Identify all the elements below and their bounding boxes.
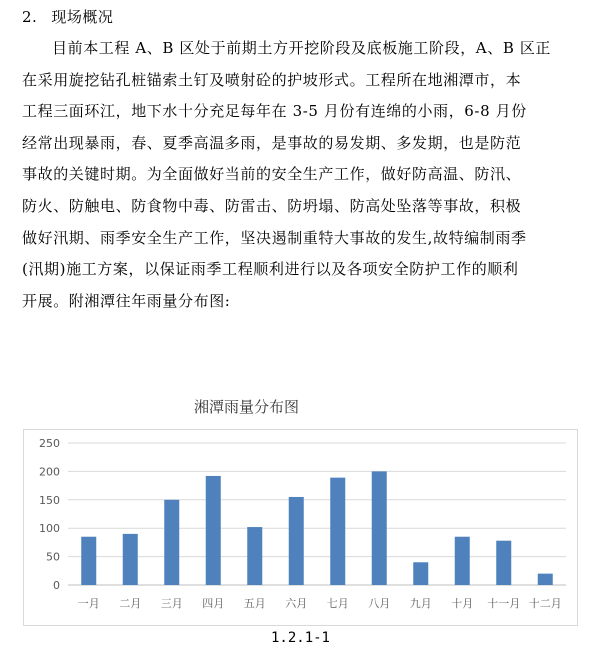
bar [372,471,387,585]
x-tick-label: 十二月 [528,597,562,610]
x-tick-label: 六月 [285,597,308,610]
body-paragraph [22,33,578,317]
section-title: 现场概况 [51,8,114,26]
section-number: 2. [22,8,38,26]
x-tick-label: 七月 [326,597,349,610]
paragraph-line: 事故的关键时期。为全面做好当前的安全生产工作，做好防高温、防汛、 [22,165,522,184]
paragraph-line: 做好汛期、雨季安全生产工作，坚决遏制重特大事故的发生,故特编制雨季 [22,228,527,247]
x-tick-label: 十一月 [487,597,521,610]
bar [413,562,428,585]
y-tick-label: 250 [39,437,60,450]
x-tick-label: 二月 [119,597,142,610]
y-tick-label: 100 [39,522,60,536]
x-tick-label: 五月 [243,597,266,610]
bar [496,541,511,585]
chart-title-row [0,396,601,417]
paragraph-line: 经常出现暴雨，春、夏季高温多雨，是事故的易发期、多发期，也是防范 [22,133,522,152]
x-tick-label: 一月 [77,597,100,610]
rainfall-chart [23,429,578,626]
bar [81,537,96,585]
y-tick-label: 150 [39,493,60,507]
chart-plot [24,430,577,625]
bar [330,478,345,585]
chart-title: 湘潭雨量分布图 [193,398,299,416]
x-tick-label: 十月 [451,597,474,610]
y-tick-label: 50 [46,550,60,564]
x-tick-label: 八月 [368,597,391,610]
bar [123,534,138,585]
bar [538,574,553,585]
bar [455,537,470,585]
paragraph-line: 工程三面环江，地下水十分充足每年在 3-5 月份有连绵的小雨，6-8 月份 [22,102,527,121]
y-tick-label: 0 [53,579,60,592]
bar [206,476,221,585]
paragraph-line: 防火、防触电、防食物中毒、防雷击、防坍塌、防高处坠落等事故，积极 [22,196,522,215]
figure-caption: 1.2.1-1 [270,630,330,646]
bar [247,527,262,585]
x-tick-label: 三月 [160,597,183,610]
paragraph-line: 开展。附湘潭往年雨量分布图: [22,291,231,310]
paragraph-line: 目前本工程 A、B 区处于前期土方开挖阶段及底板施工阶段，A、B 区正 [52,39,552,57]
x-tick-label: 四月 [202,597,225,610]
bar [164,500,179,585]
y-tick-label: 200 [39,465,60,479]
paragraph-line: (汛期)施工方案，以保证雨季工程顺利进行以及各项安全防护工作的顺利 [22,260,519,279]
paragraph-line: 在采用旋挖钻孔桩锚索土钉及喷射砼的护坡形式。工程所在地湘潭市，本 [22,70,522,89]
bar [289,497,304,585]
section-heading [22,6,113,27]
x-tick-label: 九月 [409,597,432,610]
